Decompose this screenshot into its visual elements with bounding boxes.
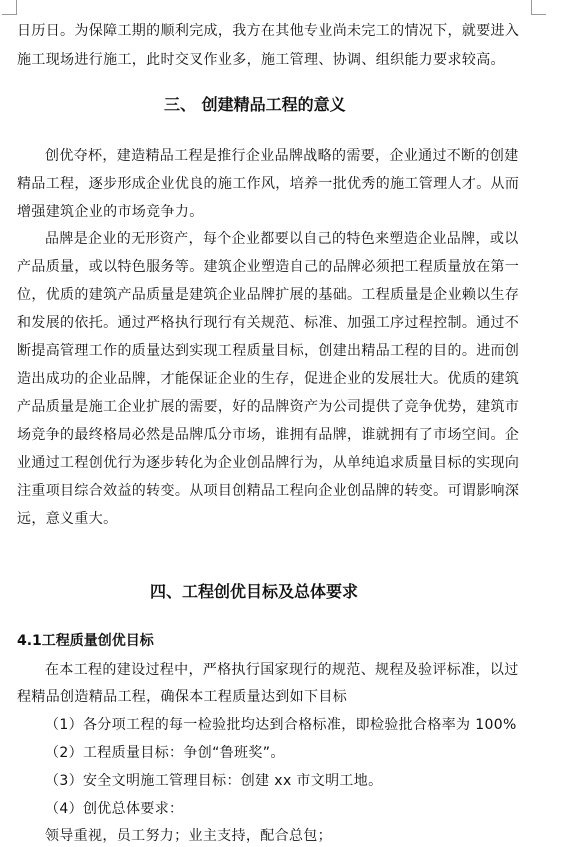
section-3-para-2-line-8: 场竞争的最终格局必然是品牌瓜分市场，谁拥有品牌，谁就拥有了市场空间。企 [17,427,520,443]
section-3-para-2-line-11: 远，意义重大。 [17,511,118,527]
goal-item-3: （3）安全文明施工管理目标：创建 xx 市文明工地。 [45,773,383,789]
section-3-para-2-line-10: 注重项目综合效益的转变。从项目创精品工程向企业创品牌的转变。可谓影响深 [17,483,520,499]
goal-item-4: （4）创优总体要求： [45,801,184,817]
section-4-para-line-1: 在本工程的建设过程中，严格执行国家现行的规范、规程及验评标准，以过 [45,662,519,678]
intro-line-1: 日历日。为保障工期的顺利完成，我方在其他专业尚未完工的情况下，就要进入 [17,23,520,39]
section-3-para-2-line-4: 和发展的依托。通过严格执行现行有关规范、标准、加强工序过程控制。通过不 [17,315,520,331]
section-3-para-2-line-3: 位，优质的建筑产品质量是建筑企业品牌扩展的基础。工程质量是企业赖以生存 [17,287,520,303]
page-corner-mark-top-right [531,0,546,15]
section-3-para-2-line-2: 产品质量，或以特色服务等。建筑企业塑造自己的品牌必须把工程质量放在第一 [17,259,520,275]
section-3-para-2-line-5: 断提高管理工作的质量达到实现工程质量目标，创建出精品工程的目的。进而创 [17,343,520,359]
goal-item-1: （1）各分项工程的每一检验批均达到合格标准，即检验批合格率为 100% [45,717,517,733]
goal-item-2: （2）工程质量目标：争创“鲁班奖”。 [45,745,285,761]
section-3-para-2-line-6: 造出成功的企业品牌，才能保证企业的生存，促进企业的发展壮大。优质的建筑 [17,371,520,387]
requirements-line: 领导重视，员工努力；业主支持，配合总包； [45,828,332,844]
page-corner-mark-top-left [2,0,17,15]
section-4-heading: 四、工程创优目标及总体要求 [150,582,359,601]
section-4-para-line-2: 程精品创造精品工程，确保本工程质量达到如下目标 [17,689,348,705]
section-3-para-2-line-7: 产品质量是施工企业扩展的需要，好的品牌资产为公司提供了竞争优势，建筑市 [17,399,520,415]
section-3-para-2-line-9: 业通过工程创优行为逐步转化为企业创品牌行为，从单纯追求质量目标的实现向 [17,455,520,471]
section-3-para-1-line-3: 增强建筑企业的市场竞争力。 [17,204,204,220]
section-4-1-heading: 4.1工程质量创优目标 [17,633,154,649]
section-3-heading: 三、 创建精品工程的意义 [164,95,346,114]
section-3-para-1-line-1: 创优夺杯，建造精品工程是推行企业品牌战略的需要，企业通过不断的创建 [45,148,519,164]
intro-line-2: 施工现场进行施工，此时交叉作业多，施工管理、协调、组织能力要求较高。 [17,52,505,68]
section-3-para-1-line-2: 精品工程，逐步形成企业优良的施工作风，培养一批优秀的施工管理人才。从而 [17,176,520,192]
section-3-para-2-line-1: 品牌是企业的无形资产，每个企业都要以自己的特色来塑造企业品牌，或以 [45,231,519,247]
